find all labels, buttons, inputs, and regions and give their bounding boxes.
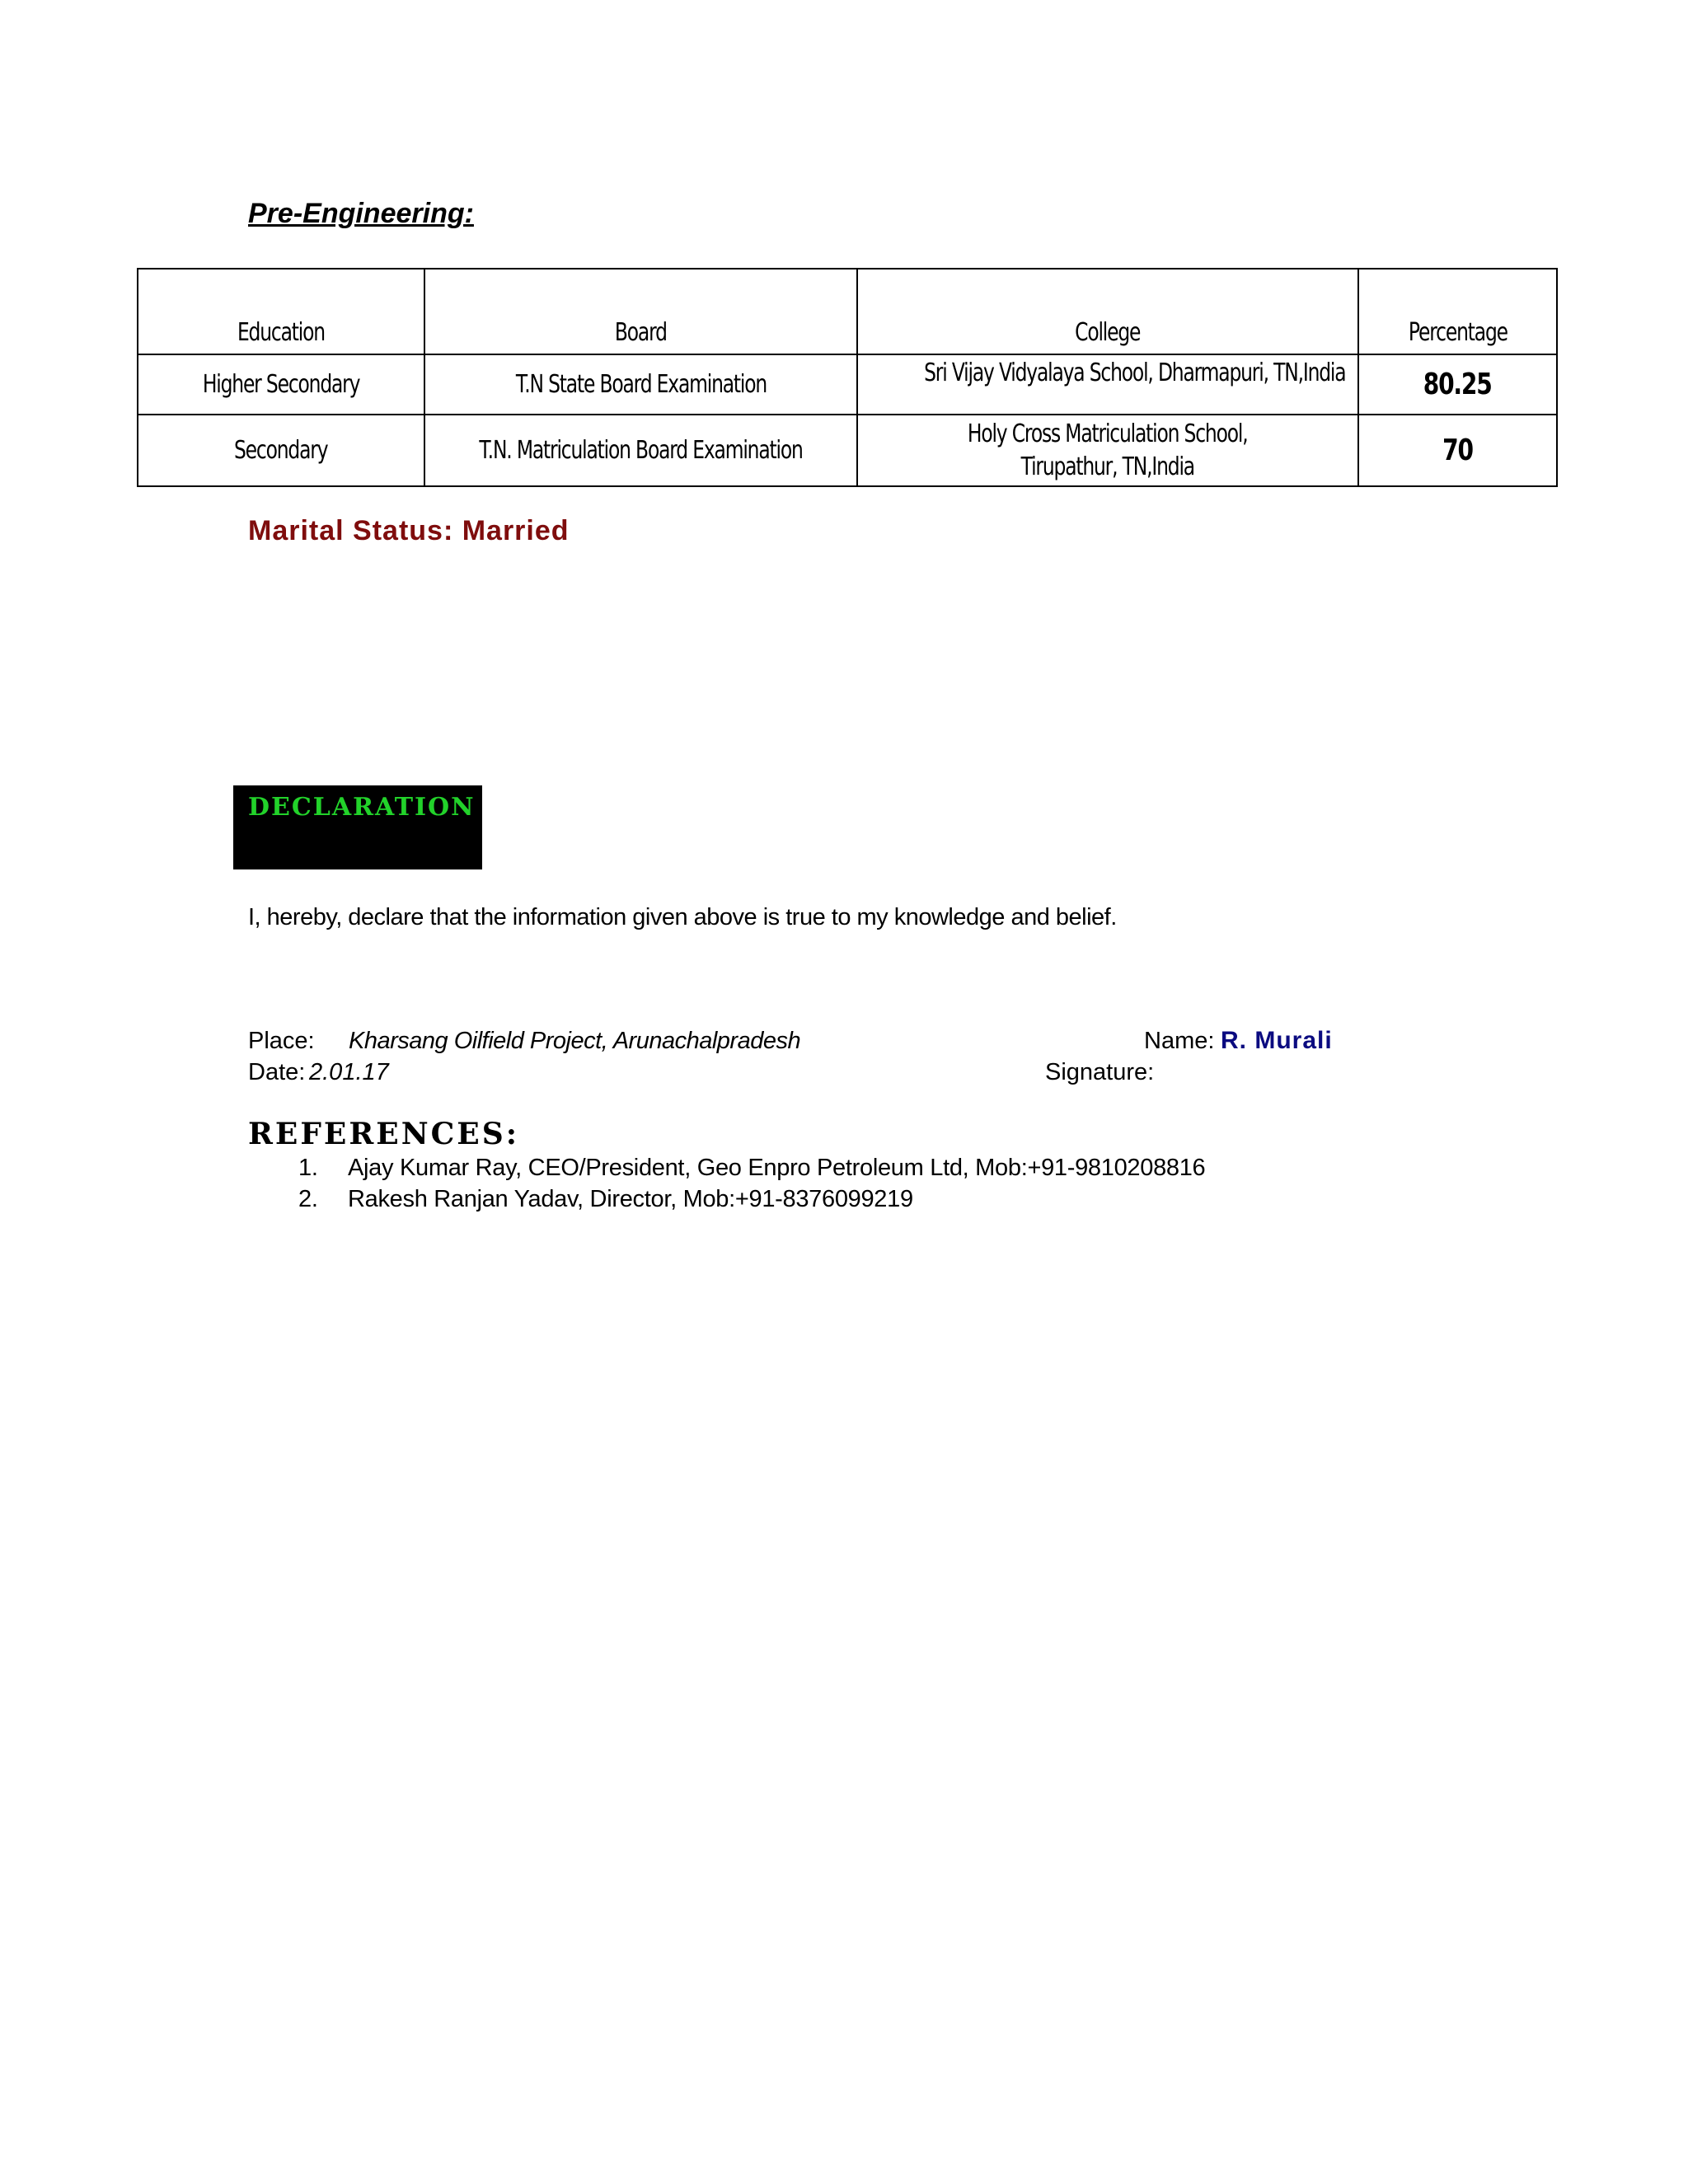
reference-text: Rakesh Ranjan Yadav, Director, Mob:+91-8376099219: [348, 1186, 913, 1212]
list-item: [298, 1183, 1205, 1215]
place-value: Kharsang Oilfield Project, Arunachalpradesh: [349, 1028, 801, 1054]
header-board: Board: [424, 269, 857, 354]
list-item: [298, 1152, 1205, 1183]
header-college: College: [857, 269, 1358, 354]
cell-percentage: 70: [1358, 415, 1557, 486]
date-value: 2.01.17: [309, 1059, 389, 1085]
list-number: 2.: [298, 1186, 318, 1212]
list-number: 1.: [298, 1155, 318, 1181]
table-header-row: [138, 269, 1557, 354]
references-list: [298, 1152, 1205, 1215]
pre-engineering-heading: Pre-Engineering:: [248, 198, 474, 229]
cell-percentage: 80.25: [1358, 354, 1557, 415]
date-label: Date:: [248, 1059, 306, 1085]
cell-education: Higher Secondary: [138, 354, 424, 415]
table-row: [138, 415, 1557, 486]
signature-label: Signature:: [1045, 1059, 1155, 1085]
declaration-title: DECLARATION: [248, 793, 476, 822]
cell-education: Secondary: [138, 415, 424, 486]
cell-college: Sri Vijay Vidyalaya School, Dharmapuri, TN,India: [857, 354, 1358, 415]
header-percentage: Percentage: [1358, 269, 1557, 354]
reference-text: Ajay Kumar Ray, CEO/President, Geo Enpro Petroleum Ltd, Mob:+91-9810208816: [348, 1155, 1206, 1181]
education-table: [137, 268, 1558, 487]
header-education: Education: [138, 269, 424, 354]
table-row: [138, 354, 1557, 415]
cell-board: T.N. Matriculation Board Examination: [424, 415, 857, 486]
references-heading: REFERENCES:: [248, 1117, 519, 1151]
place-label: Place:: [248, 1028, 315, 1054]
name-value: R. Murali: [1221, 1027, 1333, 1054]
declaration-statement: I, hereby, declare that the information given above is true to my knowledge and belief.: [248, 904, 1117, 930]
cell-college: Holy Cross Matriculation School, Tirupathur, TN,India: [857, 415, 1358, 486]
marital-status: Marital Status: Married: [248, 515, 570, 546]
cell-board: T.N State Board Examination: [424, 354, 857, 415]
name-label: Name:: [1144, 1028, 1215, 1054]
